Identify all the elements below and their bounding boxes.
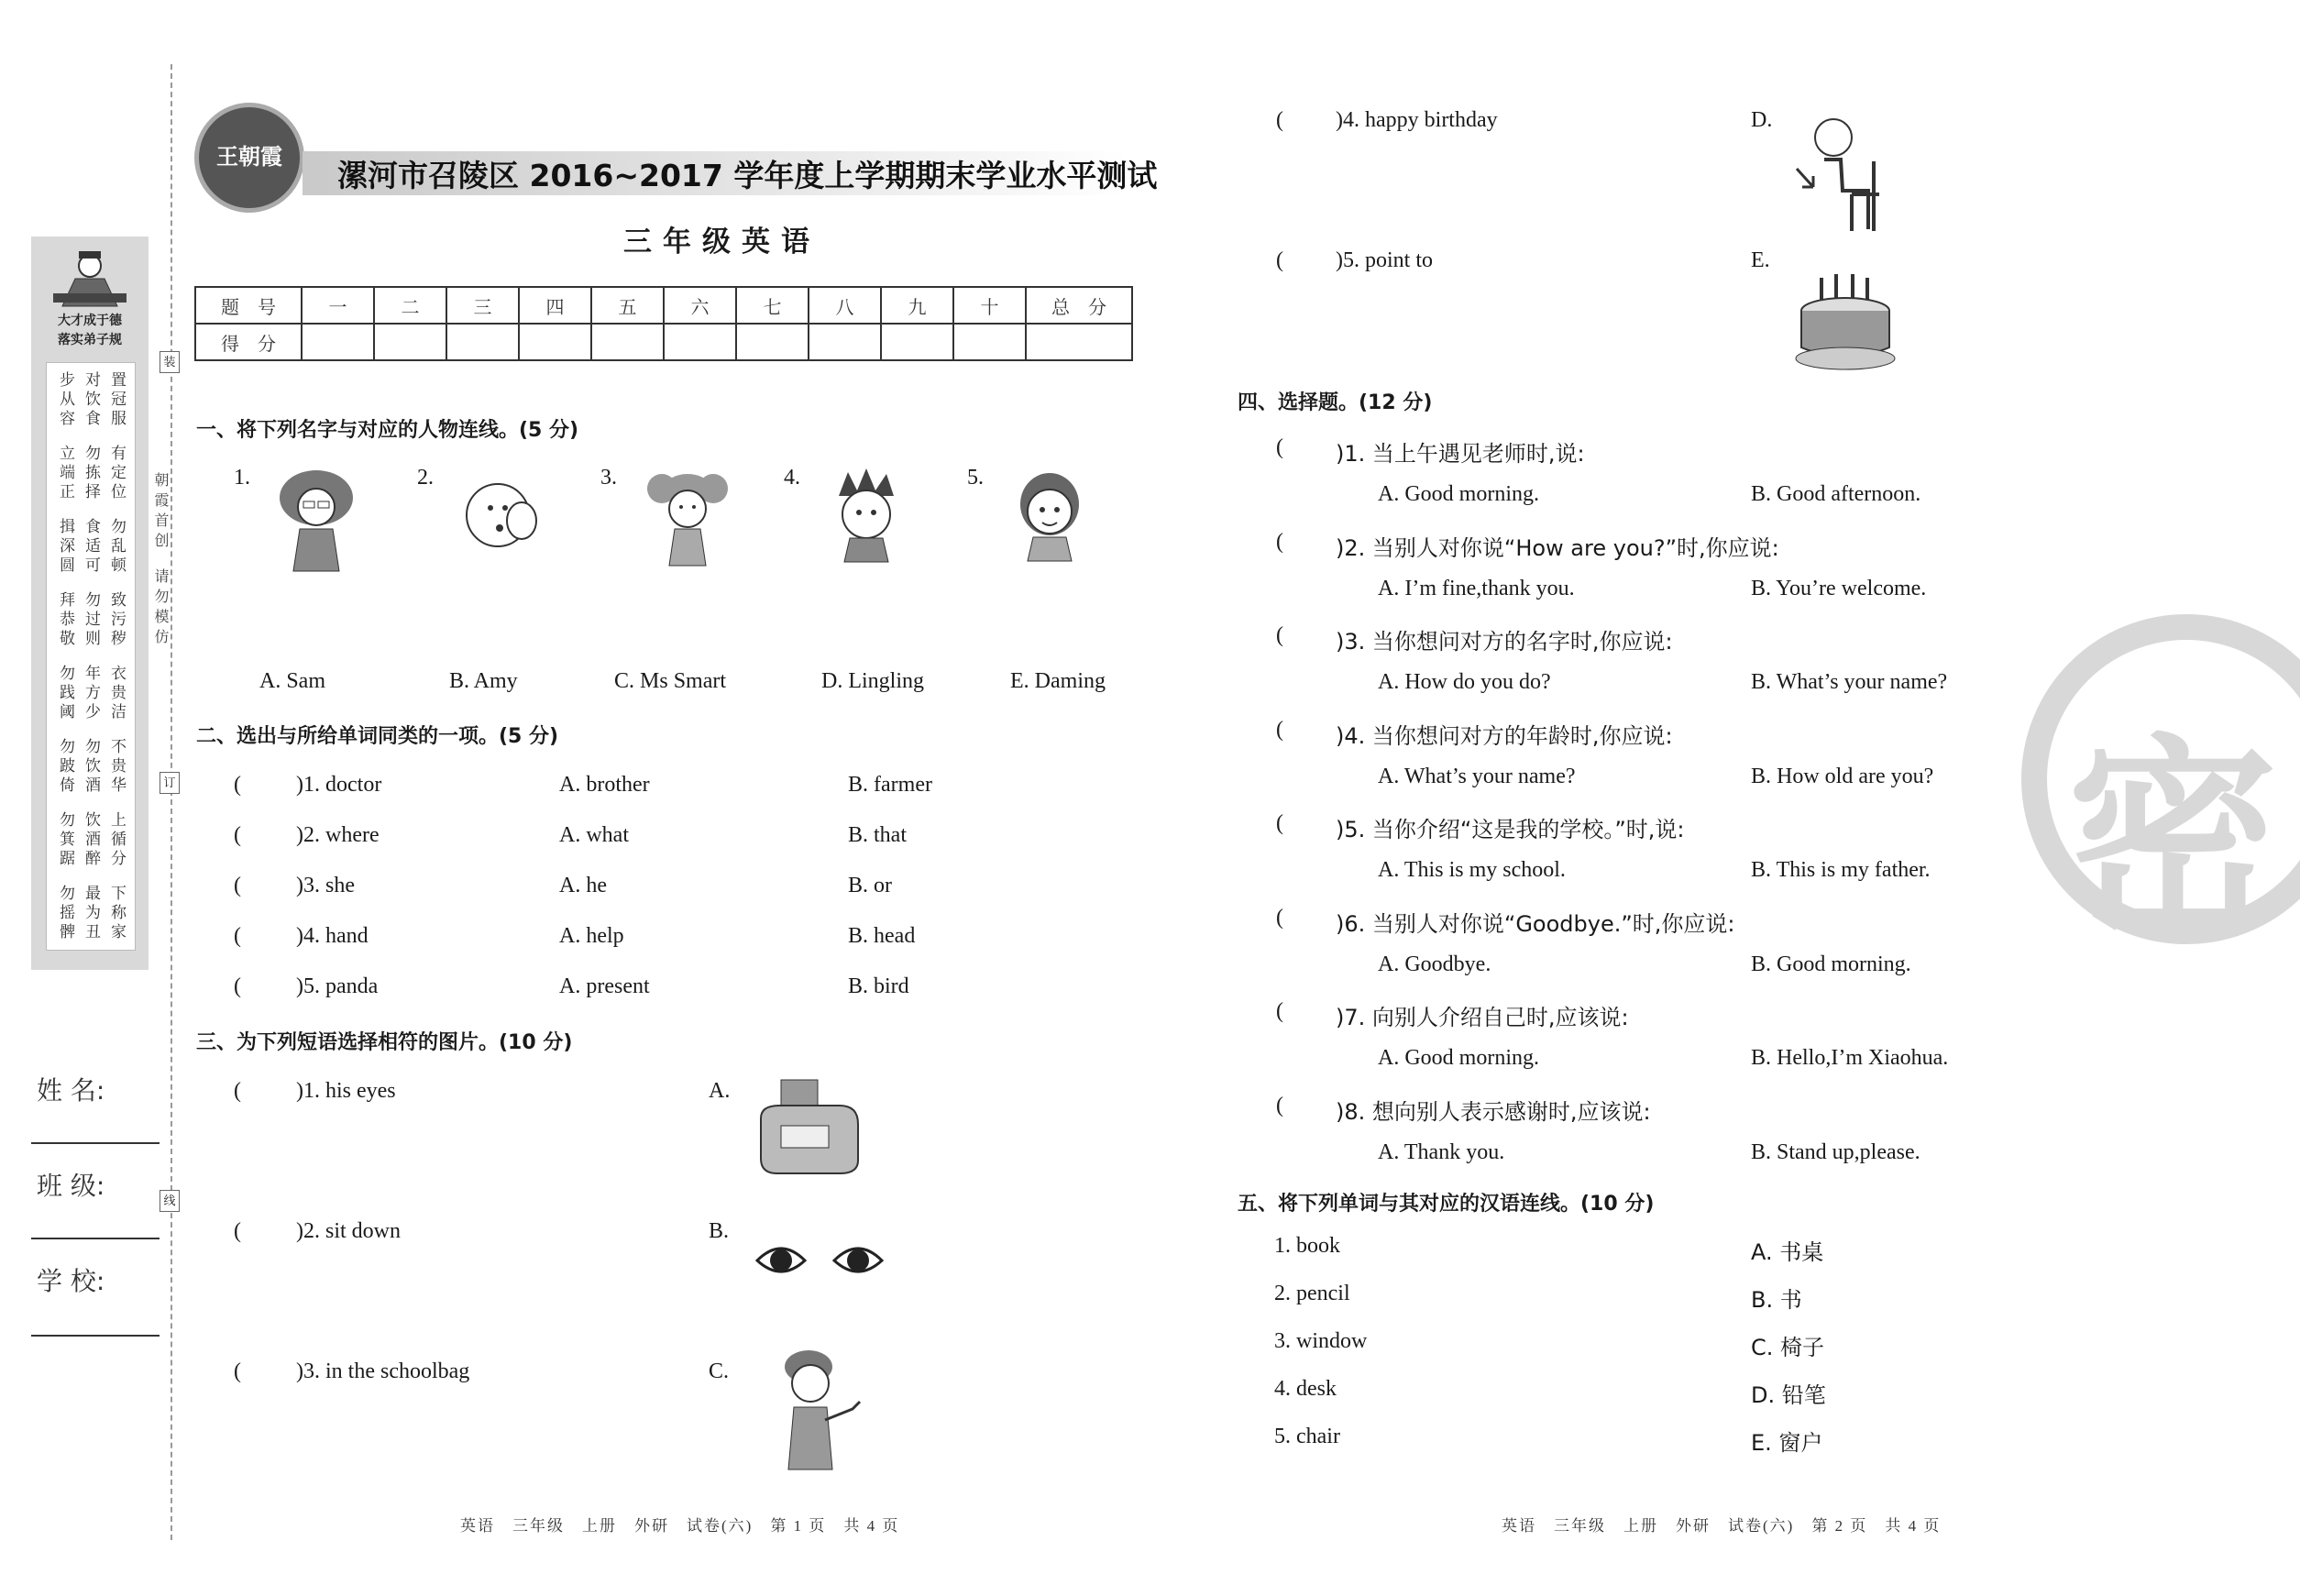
motto-column: 勿拣择 bbox=[82, 445, 100, 502]
eyes-picture bbox=[754, 1233, 891, 1288]
question-text: )5. point to bbox=[1336, 248, 1433, 272]
option-b: B. or bbox=[848, 874, 892, 897]
seal-word-2: 订 bbox=[160, 772, 180, 794]
question-text: )1. his eyes bbox=[296, 1079, 396, 1103]
option-a: A. This is my school. bbox=[1378, 858, 1566, 882]
score-table bbox=[194, 286, 1133, 361]
word-item: 2. pencil bbox=[1274, 1282, 1350, 1305]
side-text-1: 朝霞首创 bbox=[152, 472, 170, 553]
page-footer-1: 英语 三年级 上册 外研 试卷(六) 第 1 页 共 4 页 bbox=[460, 1517, 900, 1535]
table-header-cell: 四 bbox=[519, 287, 591, 324]
table-header-cell: 六 bbox=[664, 287, 736, 324]
table-header-cell: 九 bbox=[881, 287, 953, 324]
score-cell[interactable] bbox=[736, 324, 809, 360]
name-option: B. Amy bbox=[449, 669, 518, 693]
motto-column: 最为丑 bbox=[82, 885, 100, 942]
score-cell[interactable] bbox=[809, 324, 881, 360]
table-header-cell: 总 分 bbox=[1026, 287, 1132, 324]
figure-number: 2. bbox=[417, 466, 434, 490]
answer-blank[interactable]: ( bbox=[234, 874, 241, 897]
chinese-item: C. 椅子 bbox=[1751, 1335, 1825, 1360]
picture-option-label: E. bbox=[1751, 248, 1770, 272]
option-b: B. This is my father. bbox=[1751, 858, 1931, 882]
word-item: 1. book bbox=[1274, 1234, 1340, 1258]
answer-blank[interactable]: ( bbox=[234, 823, 241, 847]
picture-option-label: D. bbox=[1751, 108, 1773, 132]
option-b: B. Hello,I’m Xiaohua. bbox=[1751, 1046, 1949, 1070]
answer-blank[interactable]: ( bbox=[234, 924, 241, 948]
motto-column: 年方少 bbox=[82, 665, 100, 722]
name-option: C. Ms Smart bbox=[614, 669, 727, 693]
picture-option-label: A. bbox=[709, 1079, 731, 1103]
figure-number: 4. bbox=[784, 466, 800, 490]
option-b: B. How old are you? bbox=[1751, 764, 1934, 788]
answer-blank[interactable]: ( bbox=[1276, 435, 1283, 459]
question-text: )6. 当别人对你说“Goodbye.”时,你应说: bbox=[1336, 910, 1735, 937]
motto-column: 上循分 bbox=[107, 811, 126, 869]
motto-column: 下称家 bbox=[107, 885, 126, 942]
figure-number: 3. bbox=[600, 466, 617, 490]
figure-number: 5. bbox=[967, 466, 984, 490]
word-item: 5. chair bbox=[1274, 1425, 1340, 1448]
motto-column: 不贵华 bbox=[107, 738, 126, 796]
question-text: )4. 当你想问对方的年龄时,你应说: bbox=[1336, 722, 1673, 749]
table-header-cell: 题 号 bbox=[195, 287, 302, 324]
motto-column: 步从容 bbox=[56, 371, 74, 429]
picture-option-label: C. bbox=[709, 1359, 730, 1383]
school-field[interactable] bbox=[31, 1335, 160, 1337]
motto-column: 勿践阈 bbox=[56, 665, 74, 722]
answer-blank[interactable]: ( bbox=[234, 1079, 241, 1103]
answer-blank[interactable]: ( bbox=[234, 1219, 241, 1243]
score-cell[interactable] bbox=[302, 324, 374, 360]
chinese-item: E. 窗户 bbox=[1751, 1430, 1823, 1456]
figure-number: 1. bbox=[234, 466, 250, 490]
binding-caption: 大才成于德 落实弟子规 bbox=[58, 314, 122, 347]
option-b: B. farmer bbox=[848, 773, 932, 797]
scholar-illustration bbox=[48, 246, 132, 310]
motto-column: 拜恭敬 bbox=[56, 591, 74, 649]
score-cell[interactable] bbox=[374, 324, 446, 360]
score-cell[interactable] bbox=[446, 324, 519, 360]
schoolbag-picture bbox=[752, 1073, 866, 1178]
answer-blank[interactable]: ( bbox=[1276, 717, 1283, 742]
table-header-cell: 一 bbox=[302, 287, 374, 324]
question-text: )2. sit down bbox=[296, 1219, 401, 1243]
score-cell[interactable] bbox=[881, 324, 953, 360]
table-header-cell: 二 bbox=[374, 287, 446, 324]
score-row-label: 得 分 bbox=[195, 324, 302, 360]
section-1-heading: 一、将下列名字与对应的人物连线。(5 分) bbox=[196, 419, 579, 442]
option-a: A. brother bbox=[559, 773, 650, 797]
motto-column: 立端正 bbox=[56, 445, 74, 502]
motto-column: 对饮食 bbox=[82, 371, 100, 429]
school-label: 学 校: bbox=[37, 1266, 105, 1296]
question-text: )3. she bbox=[296, 874, 355, 897]
option-b: B. Good afternoon. bbox=[1751, 482, 1921, 506]
boy-spiky-hair-picture bbox=[820, 463, 912, 564]
motto-column: 致污秽 bbox=[107, 591, 126, 649]
option-b: B. head bbox=[848, 924, 916, 948]
answer-blank[interactable]: ( bbox=[1276, 623, 1283, 647]
boy-sitting-chair-picture bbox=[1788, 103, 1898, 236]
chinese-item: B. 书 bbox=[1751, 1287, 1802, 1313]
option-b: B. What’s your name? bbox=[1751, 670, 1948, 694]
table-header-cell: 五 bbox=[591, 287, 664, 324]
question-text: )4. happy birthday bbox=[1336, 108, 1498, 132]
page-footer-2: 英语 三年级 上册 外研 试卷(六) 第 2 页 共 4 页 bbox=[1502, 1517, 1942, 1535]
option-b: B. Good morning. bbox=[1751, 952, 1911, 976]
question-text: )3. 当你想问对方的名字时,你应说: bbox=[1336, 629, 1673, 655]
option-a: A. he bbox=[559, 874, 607, 897]
option-a: A. How do you do? bbox=[1378, 670, 1551, 694]
side-text-2: 请勿模仿 bbox=[152, 568, 170, 649]
motto-column: 勿饮酒 bbox=[82, 738, 100, 796]
class-label: 班 级: bbox=[37, 1171, 105, 1201]
question-text: )1. 当上午遇见老师时,说: bbox=[1336, 441, 1585, 467]
section-4-heading: 四、选择题。(12 分) bbox=[1238, 391, 1433, 414]
motto-column: 揖深圆 bbox=[56, 518, 74, 576]
question-text: )1. doctor bbox=[296, 773, 382, 797]
seal-word-3: 线 bbox=[160, 1190, 180, 1212]
bald-man-picture bbox=[454, 468, 545, 559]
class-field[interactable] bbox=[31, 1238, 160, 1239]
motto-column: 有定位 bbox=[107, 445, 126, 502]
word-item: 3. window bbox=[1274, 1329, 1368, 1353]
question-text: )7. 向别人介绍自己时,应该说: bbox=[1336, 1005, 1629, 1030]
table-header-cell: 十 bbox=[953, 287, 1026, 324]
section-2-heading: 二、选出与所给单词同类的一项。(5 分) bbox=[196, 725, 559, 748]
question-text: )4. hand bbox=[296, 924, 369, 948]
confidential-stamp-text: 密 bbox=[2067, 718, 2279, 963]
motto-column: 勿箕踞 bbox=[56, 811, 74, 869]
birthday-cake-picture bbox=[1794, 270, 1897, 376]
option-a: A. present bbox=[559, 974, 650, 998]
question-text: )5. 当你介绍“这是我的学校。”时,说: bbox=[1336, 817, 1685, 842]
answer-blank[interactable]: ( bbox=[1276, 999, 1283, 1023]
option-b: B. Stand up,please. bbox=[1751, 1139, 1920, 1164]
word-item: 4. desk bbox=[1274, 1377, 1337, 1401]
name-option: A. Sam bbox=[259, 669, 325, 693]
table-header-cell: 七 bbox=[736, 287, 809, 324]
exam-title: 漯河市召陵区 2016~2017 学年度上学期期末学业水平测试 bbox=[337, 158, 1158, 193]
score-cell[interactable] bbox=[953, 324, 1026, 360]
score-cell[interactable] bbox=[664, 324, 736, 360]
option-a: A. what bbox=[559, 823, 629, 847]
answer-blank[interactable]: ( bbox=[234, 974, 241, 998]
option-b: B. bird bbox=[848, 974, 909, 998]
cut-line bbox=[171, 64, 172, 1540]
motto-column: 勿摇髀 bbox=[56, 885, 74, 942]
score-cell[interactable] bbox=[591, 324, 664, 360]
woman-curly-hair-picture bbox=[270, 463, 362, 573]
motto-column: 勿过则 bbox=[82, 591, 100, 649]
question-text: )2. 当别人对你说“How are you?”时,你应说: bbox=[1336, 534, 1779, 561]
section-5-heading: 五、将下列单词与其对应的汉语连线。(10 分) bbox=[1238, 1193, 1655, 1216]
name-label: 姓 名: bbox=[37, 1075, 105, 1106]
answer-blank[interactable]: ( bbox=[1276, 811, 1283, 835]
motto-column: 勿跛倚 bbox=[56, 738, 74, 796]
picture-option-label: B. bbox=[709, 1219, 730, 1243]
score-cell[interactable] bbox=[519, 324, 591, 360]
table-header-cell: 八 bbox=[809, 287, 881, 324]
motto-column: 衣贵洁 bbox=[107, 665, 126, 722]
answer-blank[interactable]: ( bbox=[234, 773, 241, 797]
name-option: E. Daming bbox=[1010, 669, 1106, 693]
name-field[interactable] bbox=[31, 1142, 160, 1144]
answer-blank[interactable]: ( bbox=[1276, 905, 1283, 930]
motto-column: 勿乱顿 bbox=[107, 518, 126, 576]
question-text: )2. where bbox=[296, 823, 380, 847]
girl-pigtails-picture bbox=[642, 463, 733, 568]
seal-word-1: 装 bbox=[160, 351, 180, 373]
answer-blank[interactable]: ( bbox=[1276, 1093, 1283, 1117]
question-text: )8. 想向别人表示感谢时,应该说: bbox=[1336, 1098, 1651, 1125]
answer-blank[interactable]: ( bbox=[234, 1359, 241, 1383]
score-cell[interactable] bbox=[1026, 324, 1132, 360]
question-text: )5. panda bbox=[296, 974, 379, 998]
name-option: D. Lingling bbox=[821, 669, 924, 693]
option-a: A. Goodbye. bbox=[1378, 952, 1491, 976]
option-a: A. Good morning. bbox=[1378, 482, 1539, 506]
answer-blank[interactable]: ( bbox=[1276, 248, 1283, 272]
option-a: A. Thank you. bbox=[1378, 1139, 1505, 1164]
motto-column: 饮酒醉 bbox=[82, 811, 100, 869]
option-a: A. Good morning. bbox=[1378, 1046, 1539, 1070]
option-b: B. that bbox=[848, 823, 907, 847]
table-header-cell: 三 bbox=[446, 287, 519, 324]
option-a: A. I’m fine,thank you. bbox=[1378, 576, 1575, 600]
girl-short-hair-picture bbox=[1004, 466, 1095, 562]
option-a: A. What’s your name? bbox=[1378, 764, 1576, 788]
exam-subtitle: 三年级英语 bbox=[623, 226, 820, 259]
woman-pointing-picture bbox=[768, 1343, 869, 1471]
option-a: A. help bbox=[559, 924, 624, 948]
motto-column: 置冠服 bbox=[107, 371, 126, 429]
section-3-heading: 三、为下列短语选择相符的图片。(10 分) bbox=[196, 1031, 573, 1054]
brand-logo: 王朝霞 bbox=[194, 103, 304, 213]
chinese-item: D. 铅笔 bbox=[1751, 1382, 1826, 1408]
option-b: B. You’re welcome. bbox=[1751, 576, 1927, 600]
question-text: )3. in the schoolbag bbox=[296, 1359, 470, 1383]
motto-column: 食适可 bbox=[82, 518, 100, 576]
chinese-item: A. 书桌 bbox=[1751, 1239, 1824, 1265]
answer-blank[interactable]: ( bbox=[1276, 529, 1283, 554]
answer-blank[interactable]: ( bbox=[1276, 108, 1283, 132]
